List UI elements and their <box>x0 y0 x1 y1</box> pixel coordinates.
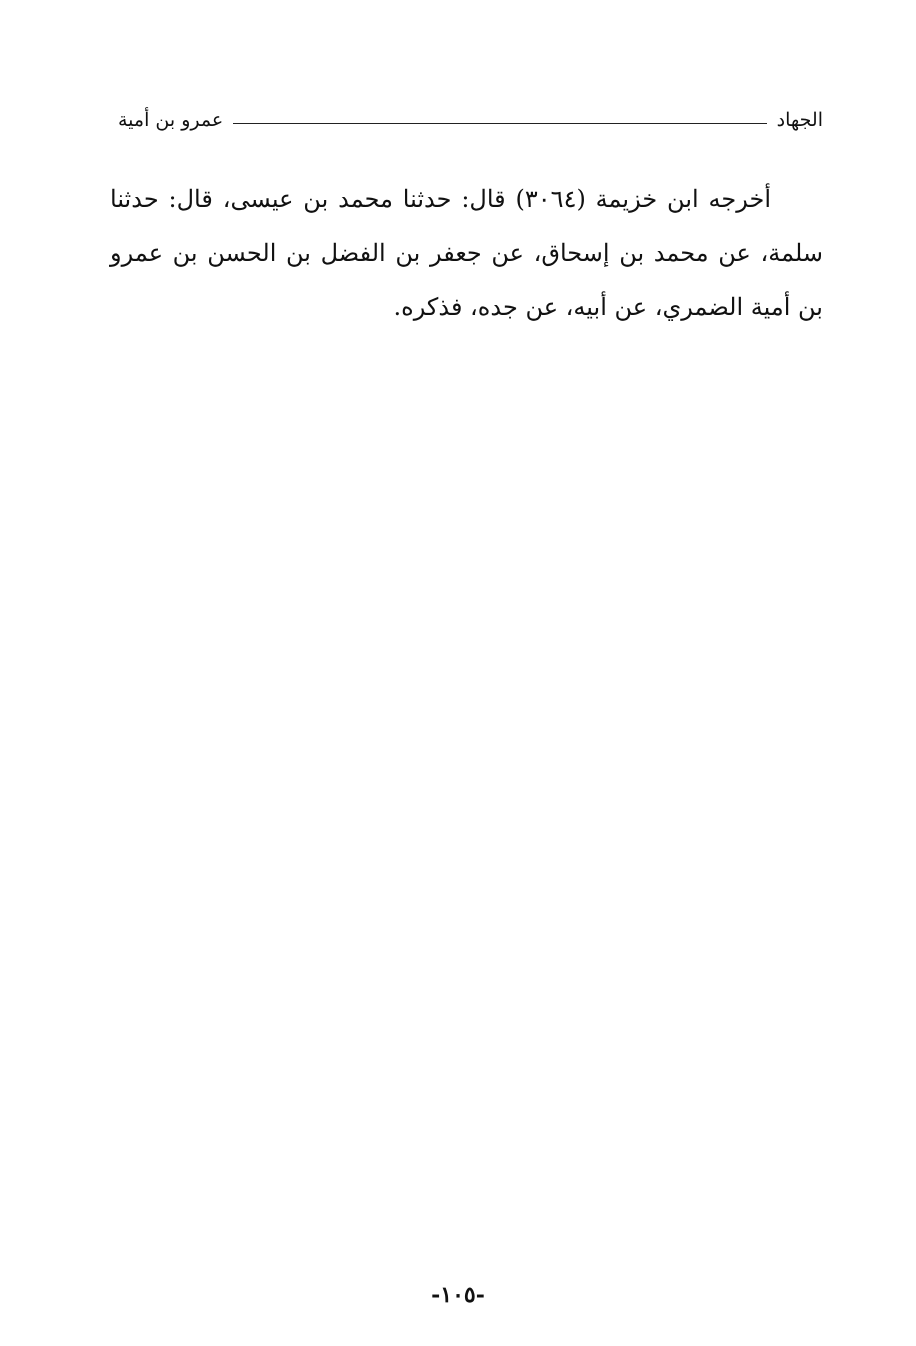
page-number: -١٠٥- <box>431 1282 485 1308</box>
header-rule <box>233 123 766 124</box>
section-title: عمرو بن أمية <box>118 108 224 131</box>
chapter-title: الجهاد <box>776 108 823 131</box>
body-paragraph: أخرجه ابن خزيمة (٣٠٦٤) قال: حدثنا محمد بن عيسى، قال: حدثنا سلمة، عن محمد بن إسحاق، عن جعفر بن الفضل بن الحسن بن عمرو بن أمية الضمري، عن أبيه، عن جده، فذكره. <box>110 185 823 321</box>
running-header <box>118 104 823 136</box>
